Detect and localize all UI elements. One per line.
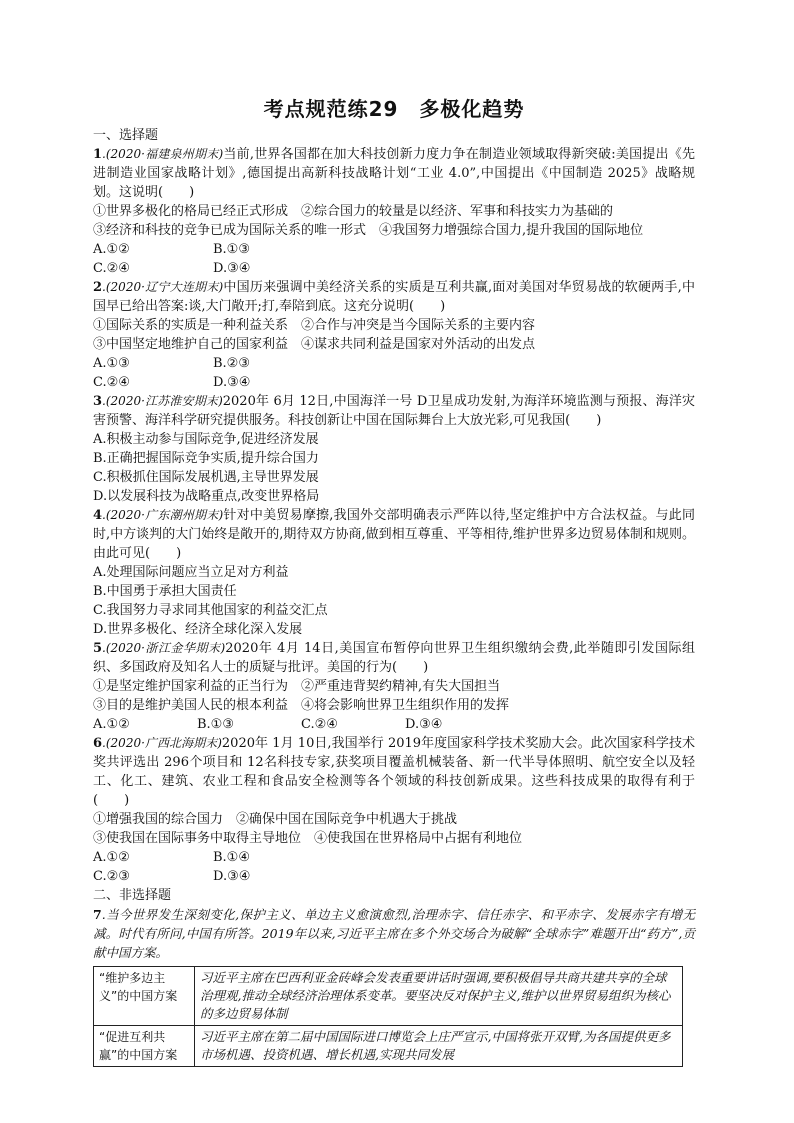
option-line: B.中国勇于承担大国责任 (93, 584, 237, 599)
question-number: 4 (93, 508, 103, 523)
answer-options-row (93, 354, 695, 373)
question-text: 2020年 1月 10日,我国举行 2019年度国家科学技术奖励大会。此次国家科学技术奖共评选出 296个项目和 12名科技专家,获奖项目覆盖机械装备、新一代半导体照明、航空安全以及轻工、化工、建筑、农业工程和食品安全检测等各个领域的科技创新成果。这些科技成果的取得有利于( ) (93, 736, 695, 808)
answer-options-row (93, 848, 695, 867)
question-2 (93, 278, 695, 392)
answer-option: B.①③ (197, 717, 234, 732)
table-value-cell: 习近平主席在巴西利亚金砖峰会发表重要讲话时强调,要积极倡导共商共建共享的全球治理观,推动全球经济治理体系变革。要坚决反对保护主义,维护以世界贸易组织为核心的多边贸易体制 (195, 967, 683, 1026)
option-line: ③中国坚定地维护自己的国家利益 ④谋求共同利益是国家对外活动的出发点 (93, 337, 536, 352)
answer-option: C.②④ (93, 375, 130, 390)
option-line: B.正确把握国际竞争实质,提升综合国力 (93, 451, 319, 466)
question-source: .(2020·浙江金华期末) (102, 641, 226, 655)
answer-option: C.②④ (301, 717, 338, 732)
question-text: 中国历来强调中美经济关系的实质是互利共赢,面对美国对华贸易战的软硬两手,中国早已给出答案:谈,大门敞开;打,奉陪到底。这充分说明( ) (93, 280, 695, 314)
question-source: .(2020·辽宁大连期末) (102, 280, 224, 294)
option-line: ③目的是维护美国人民的根本利益 ④将会影响世界卫生组织作用的发挥 (93, 698, 510, 713)
question-7 (93, 905, 695, 962)
answer-option: C.②③ (93, 869, 130, 884)
question-list (93, 145, 695, 886)
option-line: ①世界多极化的格局已经正式形成 ②综合国力的较量是以经济、军事和科技实力为基础的 (93, 204, 614, 219)
answer-option: D.③④ (405, 717, 443, 732)
section-heading-choice: 一、选择题 (93, 128, 159, 143)
question-number: 6 (93, 736, 103, 751)
option-line: D.以发展科技为战略重点,改变世界格局 (93, 489, 320, 504)
question-stem (93, 506, 695, 563)
option-line: A.积极主动参与国际竞争,促进经济发展 (93, 432, 319, 447)
solutions-table (93, 966, 683, 1067)
question-stem (93, 278, 695, 316)
worksheet-page (93, 96, 695, 1067)
answer-option: A.①② (93, 242, 130, 257)
option-line: C.积极抓住国际发展机遇,主导世界发展 (93, 470, 319, 485)
page-title: 考点规范练29 多极化趋势 (263, 97, 525, 121)
question-number: 5 (93, 641, 103, 656)
option-line: ③经济和科技的竞争已成为国际关系的唯一形式 ④我国努力增强综合国力,提升我国的国际地位 (93, 223, 644, 238)
option-line: C.我国努力寻求同其他国家的利益交汇点 (93, 603, 328, 618)
option-line: ③使我国在国际事务中取得主导地位 ④使我国在世界格局中占据有利地位 (93, 831, 523, 846)
answer-options-row (93, 867, 695, 886)
answer-option: A.①② (93, 850, 130, 865)
table-value-cell: 习近平主席在第二届中国国际进口博览会上庄严宣示,中国将张开双臂,为各国提供更多市场机遇、投资机遇、增长机遇,实现共同发展 (195, 1026, 683, 1067)
table-key-cell: “促进互利共赢”的中国方案 (94, 1026, 195, 1067)
question-source: .(2020·福建泉州期末) (102, 147, 224, 161)
question-1 (93, 145, 695, 278)
question-stem (93, 734, 695, 810)
question-number: 1 (93, 147, 103, 162)
question-3 (93, 392, 695, 506)
answer-option: B.①③ (213, 242, 250, 257)
question-stem (93, 145, 695, 202)
question-text: 当前,世界各国都在加大科技创新力度力争在制造业领域取得新突破:美国提出《先进制造业国家战略计划》,德国提出高新科技战略计划“工业 4.0”,中国提出《中国制造 2025》战略规划。这说明( ) (93, 147, 695, 200)
question-number: 3 (93, 394, 103, 409)
option-line: ①增强我国的综合国力 ②确保中国在国际竞争中机遇大于挑战 (93, 812, 458, 827)
question-6 (93, 734, 695, 886)
question-text: 2020年 6月 12日,中国海洋一号 D卫星成功发射,为海洋环境监测与预报、海洋灾害预警、海洋科学研究提供服务。科技创新让中国在国际舞台上大放光彩,可见我国( ) (93, 394, 695, 428)
option-line: ①是坚定维护国家利益的正当行为 ②严重违背契约精神,有失大国担当 (93, 679, 501, 694)
question-stem (93, 639, 695, 677)
question-7-text: .当今世界发生深刻变化,保护主义、单边主义愈演愈烈,治理赤字、信任赤字、和平赤字、发展赤字有增无减。时代有所问,中国有所答。2019年以来,习近平主席在多个外交场合为破解“全球赤字”难题开出“药方”,贡献中国方案。 (93, 907, 695, 960)
question-source: .(2020·江苏淮安期末) (102, 394, 223, 408)
question-5 (93, 639, 695, 734)
answer-option: C.②④ (93, 261, 130, 276)
question-number: 2 (93, 280, 103, 295)
answer-options-row (93, 240, 695, 259)
answer-option: D.③④ (213, 261, 251, 276)
table-key-cell: “维护多边主义”的中国方案 (94, 967, 195, 1026)
answer-option: D.③④ (213, 375, 251, 390)
question-text: 针对中美贸易摩擦,我国外交部明确表示严阵以待,坚定维护中方合法权益。与此同时,中方谈判的大门始终是敞开的,期待双方协商,做到相互尊重、平等相待,维护世界多边贸易体制和规则。由此可见( ) (93, 508, 695, 561)
answer-option: A.①③ (93, 356, 130, 371)
answer-options-row (93, 373, 695, 392)
answer-option: B.①④ (213, 850, 250, 865)
question-number: 7 (93, 907, 102, 922)
option-line: D.世界多极化、经济全球化深入发展 (93, 622, 303, 637)
question-text: 2020年 4月 14日,美国宣布暂停向世界卫生组织缴纳会费,此举随即引发国际组织、多国政府及知名人士的质疑与批评。美国的行为( ) (93, 641, 695, 675)
section-heading-nonchoice: 二、非选择题 (93, 888, 172, 903)
table-row (94, 967, 683, 1026)
table-row (94, 1026, 683, 1067)
question-4 (93, 506, 695, 639)
question-source: .(2020·广东潮州期末) (102, 508, 224, 522)
option-line: A.处理国际问题应当立足对方利益 (93, 565, 289, 580)
answer-option: A.①② (93, 717, 130, 732)
question-stem (93, 392, 695, 430)
answer-option: B.②③ (213, 356, 250, 371)
answer-options-row (93, 259, 695, 278)
answer-option: D.③④ (213, 869, 251, 884)
answer-options-row (93, 715, 695, 734)
question-source: .(2020·广西北海期末) (102, 736, 222, 750)
option-line: ①国际关系的实质是一种利益关系 ②合作与冲突是当今国际关系的主要内容 (93, 318, 536, 333)
